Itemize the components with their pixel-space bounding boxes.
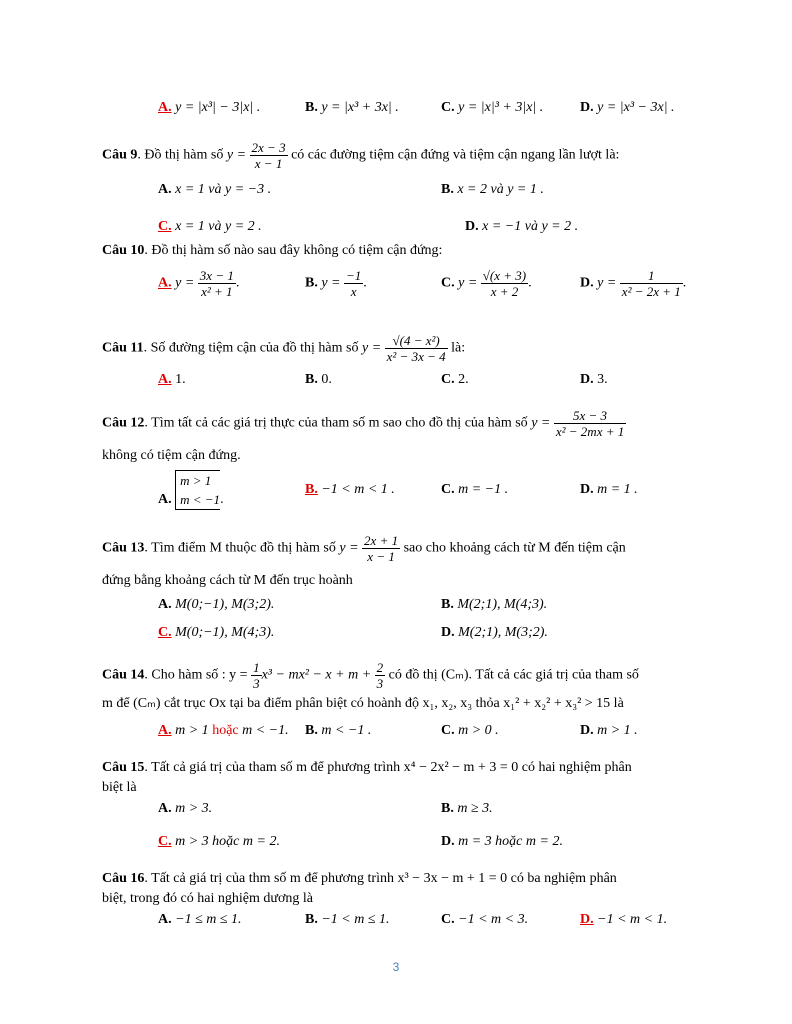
q15-option-d: D. m = 3 hoặc m = 2. — [441, 834, 563, 849]
q16-stem: Câu 16. Tất cả giá trị của thm số m để phương trình x³ − 3x − m + 1 = 0 có ba nghiệm phân — [102, 871, 617, 886]
q9-stem: Câu 9. Đồ thị hàm số y = $\frac{2x - 3}{x - 1}$ có các đường tiệm cận đứng và tiệm cận ngang lần lượt là: — [102, 140, 620, 171]
page-number: 3 — [392, 960, 400, 974]
q14-option-c: C. m > 0 . — [441, 723, 499, 738]
q15-option-c: C. m > 3 hoặc m = 2. — [158, 834, 280, 849]
q12-option-a: A. m > 1 m < −1 . — [158, 470, 224, 510]
q16-stem-line2: biệt, trong đó có hai nghiệm dương là — [102, 891, 313, 906]
q13-fraction: $\frac{2x + 1}{x - 1}$ — [364, 533, 399, 564]
q8-option-b: B. y = |x³ + 3x| . — [305, 100, 399, 115]
q12-stem: Câu 12. Tìm tất cả các giá trị thực của tham số m sao cho đồ thị của hàm số y = $\frac{5x - 3}{\text{x² − 2mx + 1}}$ — [102, 408, 625, 439]
q13-option-a: A. M(0;−1), M(3;2). — [158, 597, 275, 612]
q11-option-a: A. 1. — [158, 372, 186, 387]
q10-option-b: B. y = $\frac{-1}{x}$ . — [305, 268, 367, 299]
q11-fraction: $\frac{\text{√(4 − x²)}}{\text{x² − 3x − 4}}$ — [386, 333, 446, 364]
q13-option-b: B. M(2;1), M(4;3). — [441, 597, 548, 612]
q13-stem-line2: đứng bằng khoảng cách từ M đến trục hoành — [102, 573, 353, 588]
q11-option-b: B. 0. — [305, 372, 332, 387]
q10-option-d: D. y = $\frac{1}{\text{x² − 2x + 1}}$ . — [580, 268, 687, 299]
q12-fraction: $\frac{5x - 3}{\text{x² − 2mx + 1}}$ — [555, 408, 625, 439]
q8-option-c: C. y = |x|³ + 3|x| . — [441, 100, 544, 115]
q12-stem-line2: không có tiệm cận đứng. — [102, 448, 241, 463]
q11-option-c: C. 2. — [441, 372, 469, 387]
q11-stem: Câu 11. Số đường tiệm cận của đồ thị hàm số y = $\frac{\text{√(4 − x²)}}{\text{x² − 3x − 4}}$ là: — [102, 333, 466, 364]
q14-stem: Câu 14. Cho hàm số : y = $\frac{1}{3}$ x³ − mx² − x + m + $\frac{2}{3}$ có đồ thị (Cₘ). Tất cả các giá trị của tham số — [102, 660, 639, 691]
q15-option-a: A. m > 3. — [158, 801, 213, 816]
q16-option-a: A. −1 ≤ m ≤ 1. — [158, 912, 242, 927]
q9-fraction: $\frac{2x - 3}{x - 1}$ — [251, 140, 286, 171]
q8-option-d: D. y = |x³ − 3x| . — [580, 100, 675, 115]
q16-option-d: D. −1 < m < 1. — [580, 912, 668, 927]
q14-fraction-2: $\frac{2}{3}$ — [376, 660, 384, 691]
q10-option-a: A. y = $\frac{3x - 1}{\text{x² + 1}}$ . — [158, 268, 240, 299]
q12-option-b: B. −1 < m < 1 . — [305, 482, 395, 497]
q10-stem: Câu 10. Đồ thị hàm số nào sau đây không có tiệm cận đứng: — [102, 243, 443, 258]
q9-option-c: C. x = 1 và y = 2 . — [158, 219, 262, 234]
q14-stem-line2: m để (Cₘ) cắt trục Ox tại ba điểm phân biệt có hoành độ x₁, x₂, x₃ thỏa x₁² + x₂² + x₃² > 15 là — [102, 696, 624, 711]
q9-option-b: B. x = 2 và y = 1 . — [441, 182, 544, 197]
q13-stem: Câu 13. Tìm điểm M thuộc đồ thị hàm số y = $\frac{2x + 1}{x - 1}$ sao cho khoảng cách từ M đến tiệm cận — [102, 533, 626, 564]
q9-option-a: A. x = 1 và y = −3 . — [158, 182, 272, 197]
q15-stem-line2: biệt là — [102, 780, 137, 795]
q8-option-a: A. y = |x³| − 3|x| . — [158, 100, 261, 115]
q9-option-d: D. x = −1 và y = 2 . — [465, 219, 579, 234]
q16-option-b: B. −1 < m ≤ 1. — [305, 912, 390, 927]
q14-option-d: D. m > 1 . — [580, 723, 638, 738]
q12-bracket: m > 1 m < −1 — [175, 470, 220, 510]
q13-option-d: D. M(2;1), M(3;2). — [441, 625, 548, 640]
q11-option-d: D. 3. — [580, 372, 608, 387]
q10-option-c: C. y = $\frac{√(x + 3)}{x + 2}$ . — [441, 268, 532, 299]
q16-option-c: C. −1 < m < 3. — [441, 912, 529, 927]
q15-stem: Câu 15. Tất cả giá trị của tham số m để phương trình x⁴ − 2x² − m + 3 = 0 có hai nghiệm phân — [102, 760, 632, 775]
q14-fraction-1: $\frac{1}{3}$ — [253, 660, 260, 691]
q12-option-d: D. m = 1 . — [580, 482, 638, 497]
q12-option-c: C. m = −1 . — [441, 482, 509, 497]
q13-option-c: C. M(0;−1), M(4;3). — [158, 625, 275, 640]
q14-option-a: A. m > 1 hoặc m < −1. — [158, 723, 289, 738]
q14-option-b: B. m < −1 . — [305, 723, 372, 738]
q15-option-b: B. m ≥ 3. — [441, 801, 493, 816]
